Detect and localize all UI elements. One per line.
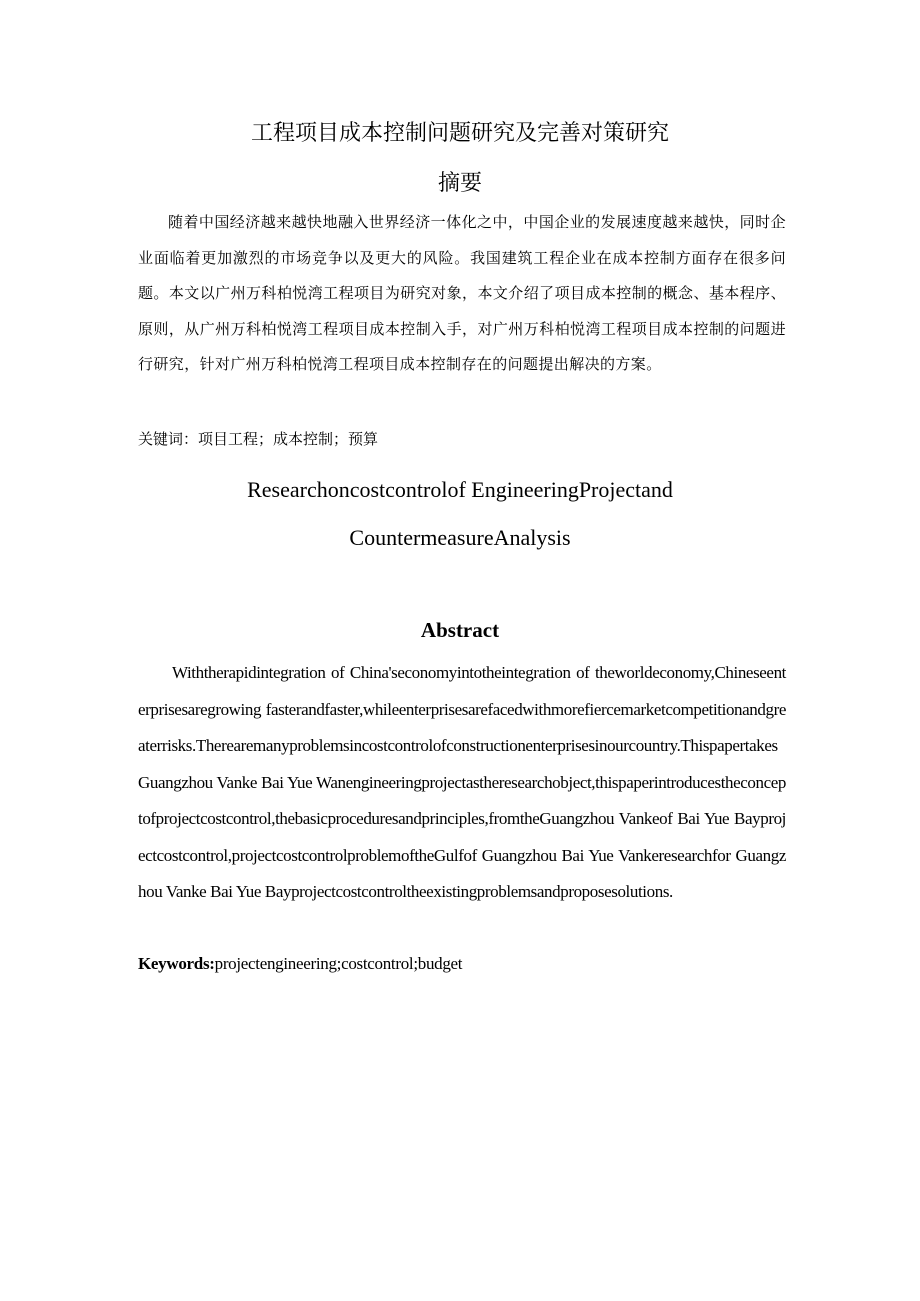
english-title [0, 466, 920, 562]
chinese-keywords: 关键词：项目工程；成本控制；预算 [138, 430, 379, 448]
chinese-abstract-heading: 摘要 [437, 171, 482, 196]
english-abstract-heading: Abstract [420, 618, 500, 642]
chinese-abstract-body: 随着中国经济越来越快地融入世界经济一体化之中，中国企业的发展速度越来越快，同时企业面临着更加激烈的市场竞争以及更大的风险。我国建筑工程企业在成本控制方面存在很多问题。本文以广州万科柏悦湾工程项目为研究对象，本文介绍了项目成本控制的概念、基本程序、原则，从广州万科柏悦湾工程项目成本控制入手，对广州万科柏悦湾工程项目成本控制的问题进行研究，针对广州万科柏悦湾工程项目成本控制存在的问题提出解决的方案。 [138, 213, 786, 373]
english-keywords-label: Keywords: [138, 954, 215, 973]
english-title-line-2: CountermeasureAnalysis [349, 525, 571, 550]
english-title-line-1: Researchoncostcontrolof EngineeringProjectand [247, 477, 673, 502]
english-keywords [138, 950, 786, 978]
chinese-title: 工程项目成本控制问题研究及完善对策研究 [250, 121, 669, 146]
english-keywords-value: projectengineering;costcontrol;budget [214, 954, 463, 973]
english-abstract-body: Withtherapidintegration of China'seconomyintotheintegration of theworldeconomy,Chineseenterprisesaregrowing fasterandfaster,whileenterprisesarefacedwithmorefiercemarketcompetitionandgreaterrisks.Therearemanyproblemsincostcontrolofconstructionenterprisesinourcountry.ThispapertakesGuangzhou Vanke Bai Yue Wanengineeringprojectastheresearchobject,thispaperintroducestheconceptofprojectcostcontrol,thebasicproceduresandprinciples,fromtheGuangzhou Vankeof Bai Yue Bayprojectcostcontrol,projectcostcontrolproblemoftheGulfof Guangzhou Bai Yue Vankeresearchfor Guangzhou Vanke Bai Yue Bayprojectcostcontroltheexistingproblemsandproposesolutions. [138, 663, 786, 901]
